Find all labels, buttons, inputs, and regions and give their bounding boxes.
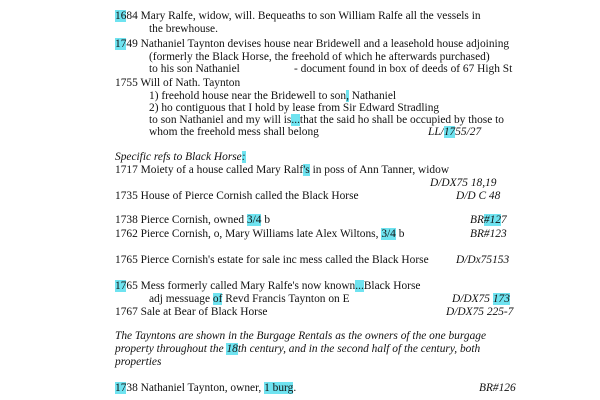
ref-1717-source: D/DX75 18,19 bbox=[430, 177, 497, 189]
entry-1684-continuation: the brewhouse. bbox=[149, 23, 218, 35]
entry-1755-continuation: to son Nathaniel and my will is...that the said ho shall be occupied by those to bbox=[149, 114, 504, 126]
ref-1765-mess: 1765 Mess formerly called Mary Ralfe's now known...Black Horse bbox=[115, 280, 421, 292]
burgage-note-line-3: properties bbox=[115, 356, 162, 368]
entry-1684: 1684 Mary Ralfe, widow, will. Bequeaths to son William Ralfe all the vessels in bbox=[115, 10, 481, 22]
ref-1762: 1762 Pierce Cornish, o, Mary Williams late Alex Wiltons, 3/4 b bbox=[115, 228, 405, 240]
entry-1749-source: - document found in box of deeds of 67 High St bbox=[294, 63, 513, 75]
black-horse-heading: Specific refs to Black Horse: bbox=[115, 151, 246, 163]
ref-1765-mess-continuation: adj messuage of Revd Francis Taynton on E bbox=[149, 293, 350, 305]
ref-1767: 1767 Sale at Bear of Black Horse bbox=[115, 306, 268, 318]
entry-1755-item-2: 2) ho contiguous that I hold by lease from Sir Edward Stradling bbox=[149, 102, 440, 114]
entry-1755: 1755 Will of Nath. Taynton bbox=[115, 77, 241, 89]
entry-1755-reference: LL/1755/27 bbox=[428, 126, 482, 138]
burgage-note-line-1: The Tayntons are shown in the Burgage Rentals as the owners of the one burgage bbox=[115, 330, 487, 342]
ref-1738-source: BR#127 bbox=[470, 214, 507, 226]
ref-1767-source: D/DX75 225-7 bbox=[446, 306, 514, 318]
ref-1738: 1738 Pierce Cornish, owned 3/4 b bbox=[115, 214, 271, 226]
ref-1765-mess-source: D/DX75 173 bbox=[452, 293, 510, 305]
ref-1765-source: D/Dx75153 bbox=[456, 254, 510, 266]
entry-1749-recipient: to his son Nathaniel bbox=[149, 63, 240, 75]
ref-1762-source: BR#123 bbox=[470, 228, 507, 240]
final-entry-source: BR#126 bbox=[479, 382, 516, 394]
ref-1735-source: D/D C 48 bbox=[456, 190, 501, 202]
ref-1765: 1765 Pierce Cornish's estate for sale inc mess called the Black Horse bbox=[115, 254, 429, 266]
entry-1755-continuation-2: whom the freehold mess shall belong bbox=[149, 126, 319, 138]
final-entry-1738: 1738 Nathaniel Taynton, owner, 1 burg. bbox=[115, 382, 297, 394]
entry-1749-continuation: (formerly the Black Horse, the freehold of which he afterwards purchased) bbox=[149, 51, 490, 63]
ref-1735: 1735 House of Pierce Cornish called the Black Horse bbox=[115, 190, 359, 202]
ref-1717: 1717 Moiety of a house called Mary Ralf's in poss of Ann Tanner, widow bbox=[115, 164, 450, 176]
entry-1755-item-1: 1) freehold house near the Bridewell to son, Nathaniel bbox=[149, 90, 397, 102]
entry-1749: 1749 Nathaniel Taynton devises house near Bridewell and a leasehold house adjoining bbox=[115, 38, 510, 50]
burgage-note-line-2: property throughout the 18th century, and in the second half of the century, both bbox=[115, 343, 481, 355]
